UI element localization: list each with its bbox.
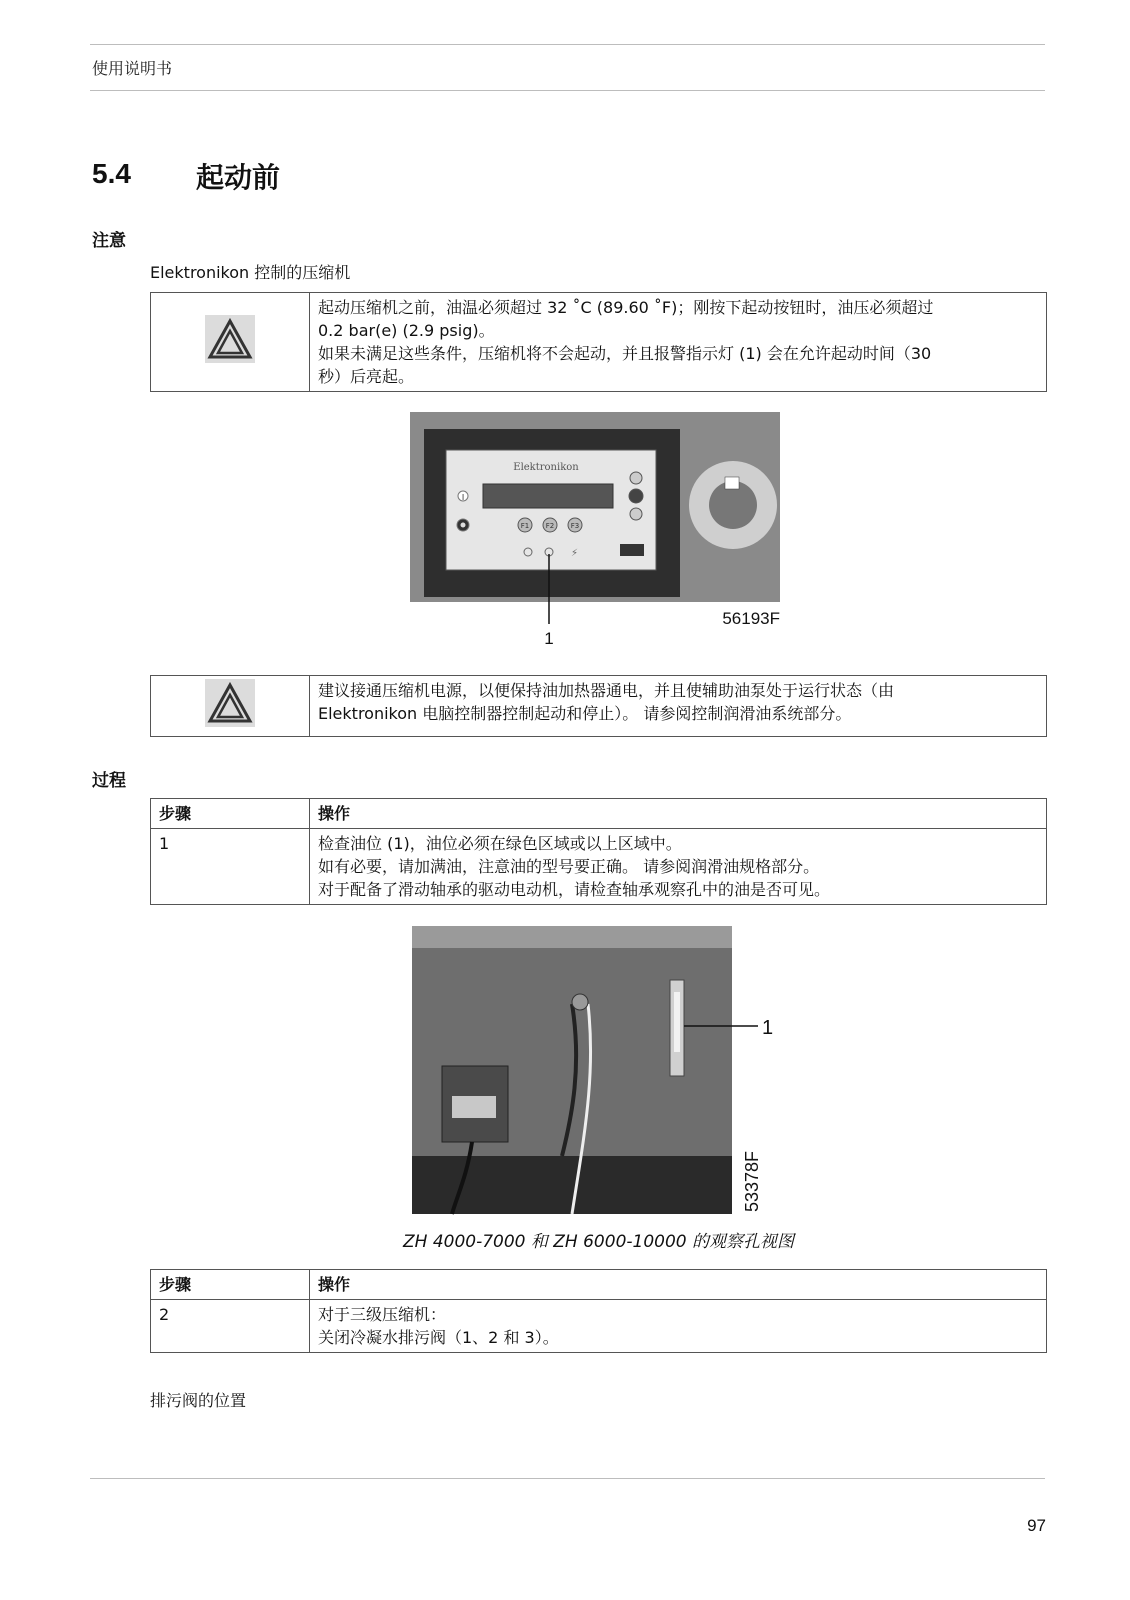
drain-valve-location-text: 排污阀的位置 bbox=[150, 1391, 247, 1410]
key-f2: F2 bbox=[545, 522, 555, 530]
table-row bbox=[151, 829, 1047, 905]
sight-glass-photo bbox=[412, 926, 792, 1216]
header-rule-top bbox=[90, 44, 1045, 45]
warning-box-2 bbox=[150, 675, 1047, 737]
col-step-header: 步骤 bbox=[151, 799, 310, 829]
controller-photo bbox=[410, 412, 782, 652]
warning-triangle-icon bbox=[205, 315, 255, 363]
svg-text:I: I bbox=[461, 493, 465, 502]
panel-brand-label: Elektronikon bbox=[513, 462, 579, 473]
col-action-header: 操作 bbox=[310, 799, 1047, 829]
page-number: 97 bbox=[1027, 1516, 1046, 1535]
section-number: 5.4 bbox=[92, 158, 131, 189]
warning-icon-cell bbox=[151, 676, 310, 737]
key-f3: F3 bbox=[570, 522, 580, 530]
figure-caption: ZH 4000-7000 和 ZH 6000-10000 的观察孔视图 bbox=[402, 1232, 795, 1252]
figure-id-53378f: 53378F bbox=[742, 1150, 762, 1212]
warning-1-line: 如果未满足这些条件，压缩机将不会起动，并且报警指示灯 (1) 会在允许起动时间（30 bbox=[318, 344, 932, 363]
procedure-table-2 bbox=[150, 1269, 1047, 1353]
footer-rule bbox=[90, 1478, 1045, 1479]
warning-1-line: 起动压缩机之前，油温必须超过 32 ˚C (89.60 ˚F)；刚按下起动按钮时，油压必须超过 bbox=[318, 298, 934, 317]
col-action-header: 操作 bbox=[310, 1270, 1047, 1300]
warning-2-line: Elektronikon 电脑控制器控制起动和停止）。 请参阅控制润滑油系统部分。 bbox=[318, 704, 852, 723]
step-1-line: 如有必要，请加满油，注意油的型号要正确。 请参阅润滑油规格部分。 bbox=[318, 857, 820, 876]
callout-1: 1 bbox=[762, 1017, 774, 1039]
callout-1: 1 bbox=[544, 629, 554, 648]
step-number: 2 bbox=[151, 1300, 310, 1353]
warning-triangle-icon bbox=[205, 679, 255, 727]
warning-2-line: 建议接通压缩机电源，以便保持油加热器通电，并且使辅助油泵处于运行状态（由 bbox=[318, 681, 895, 700]
notice-subtitle: Elektronikon 控制的压缩机 bbox=[150, 263, 351, 282]
step-action bbox=[310, 1300, 1047, 1353]
step-2-line: 对于三级压缩机： bbox=[318, 1305, 447, 1324]
step-action bbox=[310, 829, 1047, 905]
header-rule-bottom bbox=[90, 90, 1045, 91]
step-2-line: 关闭冷凝水排污阀（1、2 和 3）。 bbox=[318, 1328, 559, 1347]
step-1-line: 检查油位 (1)，油位必须在绿色区域或以上区域中。 bbox=[318, 834, 682, 853]
procedure-table-1 bbox=[150, 798, 1047, 905]
warning-icon-cell bbox=[151, 293, 310, 392]
warning-text-2 bbox=[310, 676, 1047, 737]
svg-text:⚡: ⚡ bbox=[571, 548, 579, 559]
col-step-header: 步骤 bbox=[151, 1270, 310, 1300]
procedure-heading: 过程 bbox=[92, 771, 126, 791]
section-title: 起动前 bbox=[196, 161, 281, 194]
step-number: 1 bbox=[151, 829, 310, 905]
warning-1-line: 0.2 bar(e) (2.9 psig)。 bbox=[318, 321, 495, 340]
warning-box-1 bbox=[150, 292, 1047, 392]
key-f1: F1 bbox=[520, 522, 530, 530]
notice-heading: 注意 bbox=[92, 231, 126, 251]
step-1-line: 对于配备了滑动轴承的驱动电动机，请检查轴承观察孔中的油是否可见。 bbox=[318, 880, 831, 899]
figure-id-56193f: 56193F bbox=[722, 609, 780, 628]
warning-text-1 bbox=[310, 293, 1047, 392]
running-header: 使用说明书 bbox=[92, 59, 173, 78]
warning-1-line: 秒）后亮起。 bbox=[318, 367, 415, 386]
table-row bbox=[151, 1300, 1047, 1353]
